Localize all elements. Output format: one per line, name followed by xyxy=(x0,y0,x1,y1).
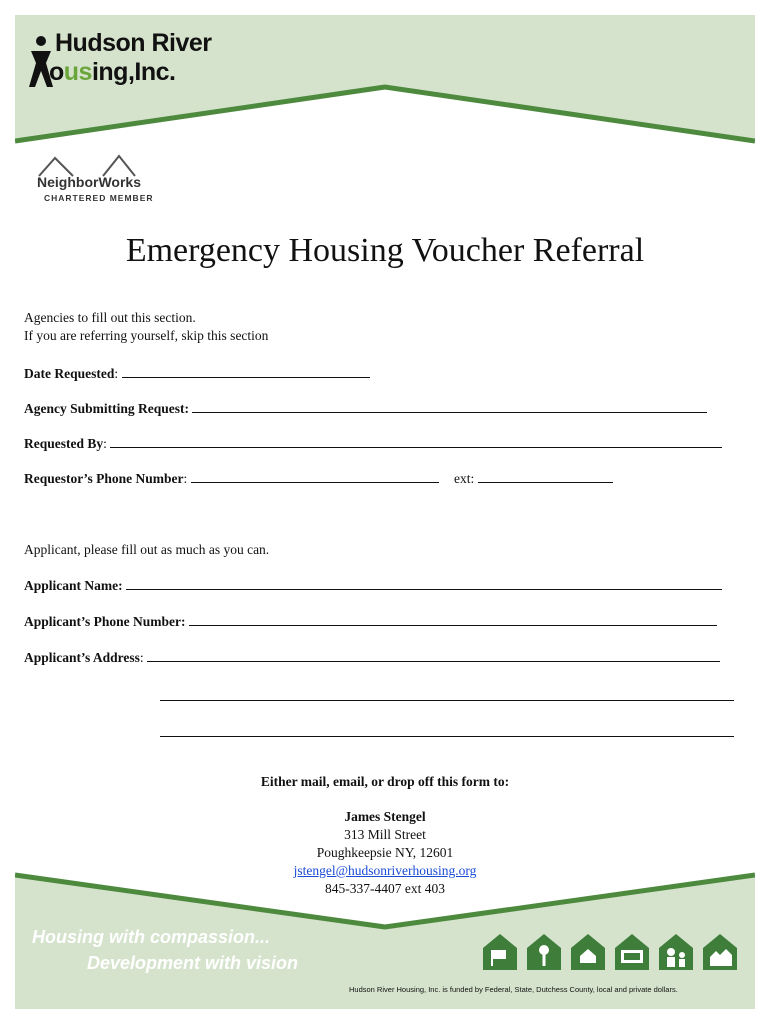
applicant-phone-field: Applicant’s Phone Number: xyxy=(24,613,717,630)
funding-note: Hudson River Housing, Inc. is funded by Federal, State, Dutchess County, local and private dollars. xyxy=(349,985,678,994)
applicant-address-field: Applicant’s Address: xyxy=(24,649,720,666)
submission-instruction: Either mail, email, or drop off this form to: xyxy=(260,774,510,789)
applicant-phone-line[interactable] xyxy=(189,613,717,626)
flag-house-icon xyxy=(483,934,517,970)
contact-city: Poughkeepsie NY, 12601 xyxy=(316,845,454,860)
applicant-address-line[interactable] xyxy=(147,649,720,662)
date-requested-field: Date Requested: xyxy=(24,365,370,382)
applicant-name-line[interactable] xyxy=(126,577,722,590)
neighborworks-logo xyxy=(29,152,169,212)
contact-email-link[interactable]: jstengel@hudsonriverhousing.org xyxy=(293,863,477,878)
contact-phone: 845-337-4407 ext 403 xyxy=(325,881,445,896)
requestor-phone-line[interactable] xyxy=(191,470,439,483)
requestor-phone-field: Requestor’s Phone Number: ext: xyxy=(24,470,613,487)
tagline-vision: Development with vision xyxy=(87,953,299,973)
address-line-2[interactable] xyxy=(160,699,734,701)
requested-by-field: Requested By: xyxy=(24,435,722,452)
agency-line[interactable] xyxy=(192,400,707,413)
applicant-name-field: Applicant Name: xyxy=(24,577,722,594)
page-title: Emergency Housing Voucher Referral xyxy=(125,232,645,269)
tagline-compassion: Housing with compassion... xyxy=(32,927,271,947)
logo-line1: Hudson River xyxy=(55,29,212,57)
contact-street: 313 Mill Street xyxy=(344,827,426,842)
houses-icon xyxy=(703,934,737,970)
logo-line2: ousing,Inc. xyxy=(49,58,176,86)
requested-by-line[interactable] xyxy=(110,435,722,448)
for-rent-house-icon xyxy=(615,934,649,970)
chartered-member-label: CHARTERED MEMBER xyxy=(44,193,154,203)
ext-line[interactable] xyxy=(478,470,613,483)
hand-house-icon xyxy=(571,934,605,970)
address-line-3[interactable] xyxy=(160,735,734,737)
applicant-intro: Applicant, please fill out as much as you can. xyxy=(24,542,270,557)
form-page xyxy=(15,15,755,1009)
date-requested-line[interactable] xyxy=(122,365,370,378)
key-house-icon xyxy=(527,934,561,970)
footer-icon-row xyxy=(481,930,743,972)
family-house-icon xyxy=(659,934,693,970)
agency-intro: Agencies to fill out this section. If you are referring yourself, skip this section xyxy=(24,310,269,343)
neighborworks-name: NeighborWorks xyxy=(37,174,141,190)
contact-name: James Stengel xyxy=(344,809,426,824)
agency-field: Agency Submitting Request: xyxy=(24,400,707,417)
